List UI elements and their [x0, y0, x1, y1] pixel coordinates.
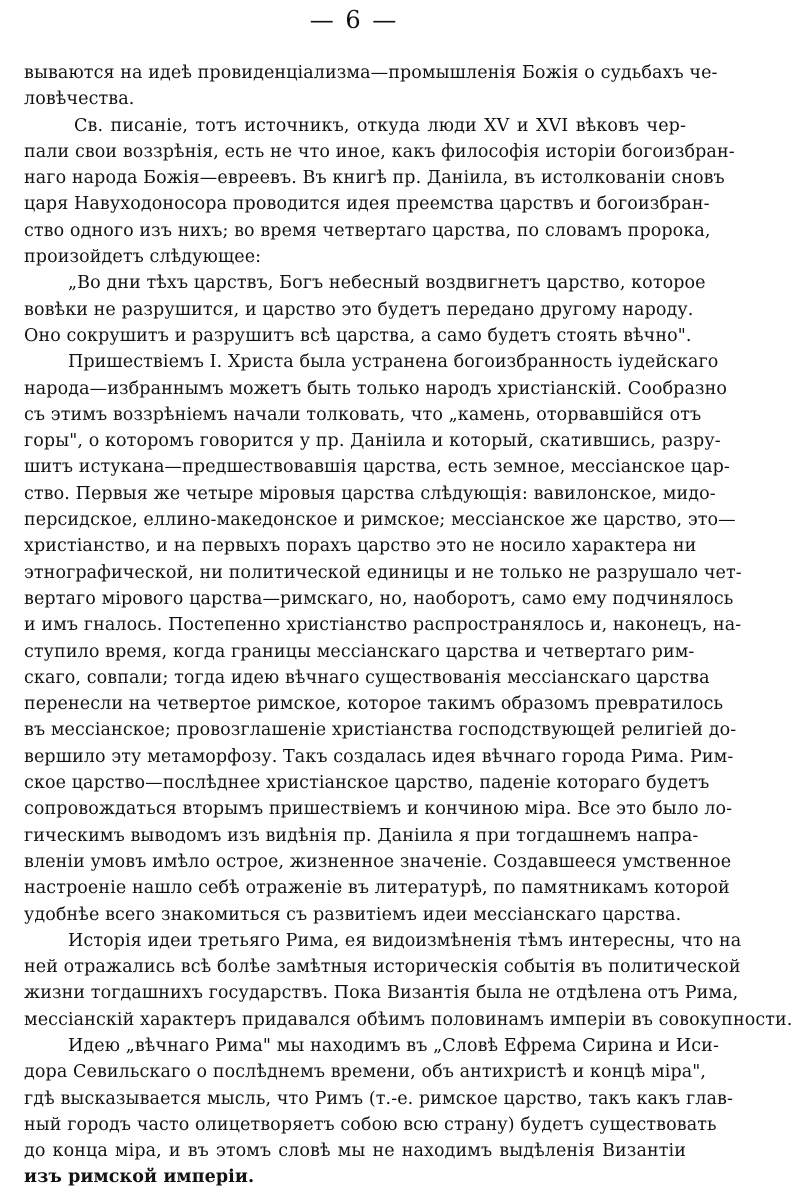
- text-line: вершило эту метаморфозу. Такъ создалась идея вѣчнаго города Рима. Рим-: [24, 746, 734, 767]
- text-line: съ этимъ воззрѣніемъ начали толковать, что „камень, оторвавшійся отъ: [24, 404, 702, 425]
- text-line: горы", о которомъ говорится у пр. Даніила и который, скатившись, разру-: [24, 431, 721, 452]
- text-line: наго народа Божія—евреевъ. Въ книгѣ пр. Даніила, въ истолкованіи сновъ: [24, 168, 725, 189]
- text-line: христіанство, и на первыхъ порахъ царство это не носило характера ни: [24, 536, 697, 557]
- text-line: до конца міра, и въ этомъ словѣ мы не находимъ выдѣленія Византіи: [24, 1141, 686, 1162]
- text-line: пали свои воззрѣнія, есть не что иное, какъ философія исторіи богоизбран-: [24, 141, 735, 162]
- text-line: „Во дни тѣхъ царствъ, Богъ небесный воздвигнетъ царство, которое: [68, 273, 706, 294]
- text-line: ный городъ часто олицетворяетъ собою всю страну) будетъ существовать: [24, 1114, 717, 1135]
- text-line: народа—избраннымъ можетъ быть только народъ христіанскій. Сообразно: [24, 378, 728, 399]
- text-line: ней отражались всѣ болѣе замѣтныя историческія событія въ политической: [24, 957, 741, 978]
- text-line: перенесли на четвертое римское, которое такимъ образомъ превратилось: [24, 694, 724, 715]
- body-text: [24, 60, 792, 1191]
- text-line: вываются на идеѣ провиденціализма—промышленія Божія о судьбахъ че-: [24, 63, 718, 83]
- paragraph-4: [24, 928, 792, 1033]
- paragraph-3: [24, 349, 742, 928]
- text-line: гдѣ высказывается мысль, что Римъ (т.-е. римское царство, такъ какъ глав-: [24, 1088, 733, 1109]
- text-line: удобнѣе всего знакомиться съ развитіемъ идеи мессіанскаго царства.: [24, 904, 682, 925]
- quote: [24, 270, 706, 349]
- text-line: изъ римской имперіи.: [24, 1167, 255, 1188]
- text-line: царя Навуходоносора проводится идея преемства царствъ и богоизбран-: [24, 194, 710, 215]
- page-number: — 6 —: [309, 6, 399, 34]
- text-line: настроеніе нашло себѣ отраженіе въ литературѣ, по памятникамъ которой: [24, 878, 730, 899]
- text-line: ступило время, когда границы мессіанскаго царства и четвертаго рим-: [24, 641, 695, 662]
- text-line: скаго, совпали; тогда идею вѣчнаго существованія мессіанскаго царства: [24, 667, 710, 688]
- text-line: вленіи умовъ имѣло острое, жизненное значеніе. Создавшееся умственное: [24, 851, 732, 872]
- text-line: вовѣки не разрушится, и царство это будетъ передано другому народу.: [24, 299, 694, 320]
- text-line: Оно сокрушитъ и разрушитъ всѣ царства, а само будетъ стоять вѣчно".: [24, 325, 692, 346]
- text-line: шитъ истукана—предшествовавшія царства, есть земное, мессіанское цар-: [24, 457, 730, 478]
- text-line: персидское, еллино-македонское и римское; мессіанское же царство, это—: [24, 510, 736, 531]
- text-line: Исторія идеи третьяго Рима, ея видоизмѣненія тѣмъ интересны, что на: [68, 930, 742, 951]
- text-line: ство одного изъ нихъ; во время четвертаго царства, по словамъ пророка,: [24, 220, 711, 241]
- text-line: ское царство—послѣднее христіанское царство, паденіе котораго будетъ: [24, 773, 710, 794]
- text-line: этнографической, ни политической единицы и не только не разрушало чет-: [24, 562, 742, 583]
- paragraph-5: [24, 1033, 733, 1191]
- text-line: Идею „вѣчнаго Рима" мы находимъ въ „Словѣ Ефрема Сирина и Иси-: [68, 1035, 719, 1056]
- text-line: сопровождаться вторымъ пришествіемъ и кончиною міра. Все это было ло-: [24, 799, 733, 820]
- text-line: произойдетъ слѣдующее:: [24, 247, 262, 268]
- text-line: вертаго мірового царства—римскаго, но, наоборотъ, само ему подчинялось: [24, 588, 734, 609]
- paragraph-2: [24, 113, 735, 271]
- text-line: мессіанскій характеръ придавался обѣимъ половинамъ имперіи въ совокупности.: [24, 1009, 792, 1030]
- text-line: гическимъ выводомъ изъ видѣнія пр. Даніила я при тогдашнемъ напра-: [24, 825, 699, 846]
- text-line: ство. Первыя же четыре міровыя царства слѣдующія: вавилонское, мидо-: [24, 483, 716, 504]
- text-line: Св. писаніе, тотъ источникъ, откуда люди XV и XVI вѣковъ чер-: [74, 115, 686, 136]
- text-line: въ мессіанское; провозглашеніе христіанства господствующей религіей до-: [24, 720, 737, 741]
- text-line: ловѣчества.: [24, 89, 135, 110]
- paragraph-1: [24, 60, 718, 113]
- text-line: жизни тогдашнихъ государствъ. Пока Византія была не отдѣлена отъ Рима,: [24, 983, 739, 1004]
- text-line: дора Севильскаго о послѣднемъ времени, объ антихристѣ и концѣ міра",: [24, 1062, 707, 1083]
- text-line: и имъ гналось. Постепенно христіанство распространялось и, наконецъ, на-: [24, 615, 742, 636]
- text-line: Пришествіемъ I. Христа была устранена богоизбранность іудейскаго: [68, 352, 719, 373]
